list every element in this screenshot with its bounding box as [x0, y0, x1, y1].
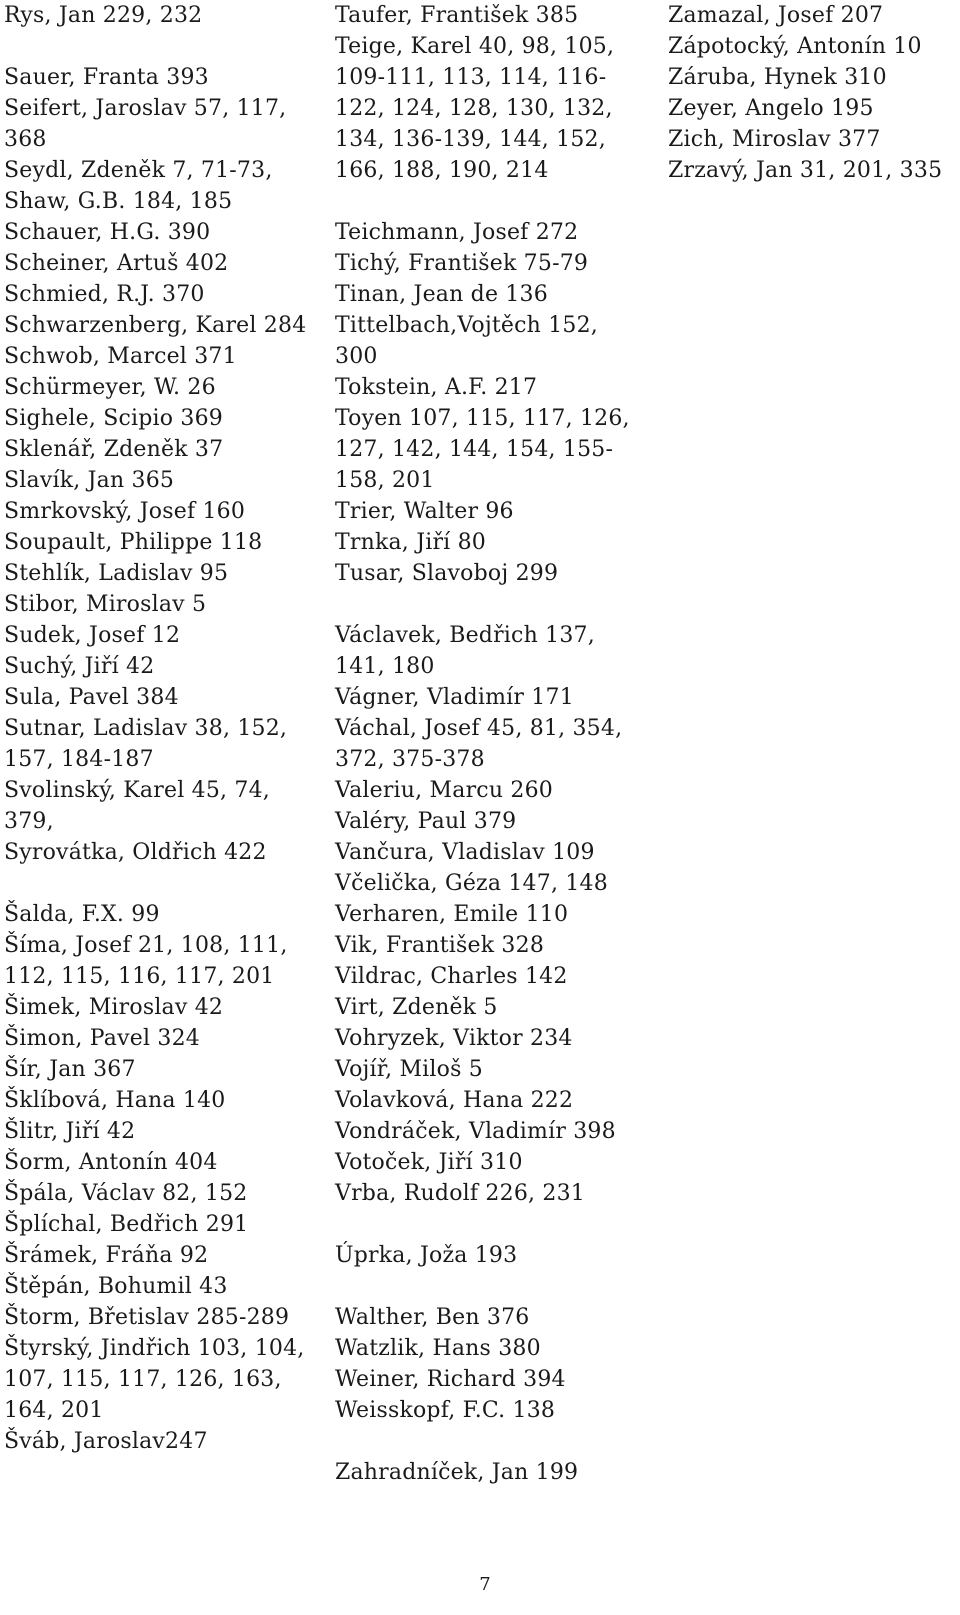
index-entry: Vohryzek, Viktor 234	[335, 1026, 573, 1051]
index-entry: Soupault, Philippe 118	[4, 530, 263, 555]
index-entry: Tittelbach,Vojtěch 152,	[335, 313, 598, 338]
index-entry: 372, 375-378	[335, 747, 485, 772]
index-column-1	[4, 0, 329, 1457]
index-entry: Virt, Zdeněk 5	[335, 995, 498, 1020]
index-entry: Zeyer, Angelo 195	[668, 96, 874, 121]
index-entry: Šír, Jan 367	[4, 1057, 136, 1082]
index-entry: 141, 180	[335, 654, 435, 679]
index-entry: Volavková, Hana 222	[335, 1088, 574, 1113]
index-entry: Zamazal, Josef 207	[668, 3, 884, 28]
index-entry: Teichmann, Josef 272	[335, 220, 579, 245]
index-entry: Štyrský, Jindřich 103, 104,	[4, 1336, 305, 1361]
index-entry: Sighele, Scipio 369	[4, 406, 223, 431]
index-entry: Štěpán, Bohumil 43	[4, 1274, 228, 1299]
index-gap	[4, 868, 329, 899]
index-entry: Smrkovský, Josef 160	[4, 499, 246, 524]
index-entry: Rys, Jan 229, 232	[4, 3, 203, 28]
index-entry: Watzlik, Hans 380	[335, 1336, 541, 1361]
index-entry: Schürmeyer, W. 26	[4, 375, 216, 400]
index-entry: Schmied, R.J. 370	[4, 282, 205, 307]
index-entry: Záruba, Hynek 310	[668, 65, 887, 90]
index-entry: Zahradníček, Jan 199	[335, 1460, 579, 1485]
index-entry: Zich, Miroslav 377	[668, 127, 881, 152]
index-entry: Tokstein, A.F. 217	[335, 375, 538, 400]
index-entry: Scheiner, Artuš 402	[4, 251, 229, 276]
index-entry: Šváb, Jaroslav247	[4, 1429, 208, 1454]
index-entry: Štorm, Břetislav 285-289	[4, 1305, 290, 1330]
index-entry: 157, 184-187	[4, 747, 154, 772]
index-column-2	[335, 0, 655, 1488]
index-entry: 164, 201	[4, 1398, 104, 1423]
index-entry: Seifert, Jaroslav 57, 117,	[4, 96, 287, 121]
index-entry: Sutnar, Ladislav 38, 152,	[4, 716, 288, 741]
index-entry: Šklíbová, Hana 140	[4, 1088, 226, 1113]
index-entry: Schwob, Marcel 371	[4, 344, 237, 369]
index-entry: Valéry, Paul 379	[335, 809, 517, 834]
index-entry: Vágner, Vladimír 171	[335, 685, 574, 710]
index-entry: Stehlík, Ladislav 95	[4, 561, 229, 586]
index-entry: Šalda, F.X. 99	[4, 902, 160, 927]
index-entry: Trnka, Jiří 80	[335, 530, 486, 555]
index-entry: Seydl, Zdeněk 7, 71-73,	[4, 158, 273, 183]
index-entry: 166, 188, 190, 214	[335, 158, 549, 183]
index-entry: Sauer, Franta 393	[4, 65, 209, 90]
index-gap	[335, 589, 655, 620]
index-entry: Sudek, Josef 12	[4, 623, 181, 648]
index-entry: Šíma, Josef 21, 108, 111,	[4, 933, 288, 958]
index-entry: 109-111, 113, 114, 116-	[335, 65, 607, 90]
index-entry: Weiner, Richard 394	[335, 1367, 566, 1392]
index-entry: Votoček, Jiří 310	[335, 1150, 523, 1175]
index-entry: Sklenář, Zdeněk 37	[4, 437, 224, 462]
index-entry: Vondráček, Vladimír 398	[335, 1119, 616, 1144]
index-entry: Valeriu, Marcu 260	[335, 778, 553, 803]
index-entry: Včelička, Géza 147, 148	[335, 871, 608, 896]
index-entry: Šplíchal, Bedřich 291	[4, 1212, 249, 1237]
index-entry: Verharen, Emile 110	[335, 902, 569, 927]
page-number: 7	[479, 1574, 491, 1595]
index-gap	[335, 1209, 655, 1240]
index-entry: Tichý, František 75-79	[335, 251, 589, 276]
index-entry: Václavek, Bedřich 137,	[335, 623, 595, 648]
index-entry: Vančura, Vladislav 109	[335, 840, 595, 865]
index-entry: 112, 115, 116, 117, 201	[4, 964, 275, 989]
index-entry: Sula, Pavel 384	[4, 685, 179, 710]
index-entry: Svolinský, Karel 45, 74,	[4, 778, 270, 803]
index-entry: Šimek, Miroslav 42	[4, 995, 224, 1020]
index-entry: Syrovátka, Oldřich 422	[4, 840, 267, 865]
index-entry: Šimon, Pavel 324	[4, 1026, 200, 1051]
index-entry: Tinan, Jean de 136	[335, 282, 548, 307]
index-entry: 134, 136-139, 144, 152,	[335, 127, 606, 152]
index-entry: Slavík, Jan 365	[4, 468, 175, 493]
index-entry: Teige, Karel 40, 98, 105,	[335, 34, 615, 59]
index-entry: Trier, Walter 96	[335, 499, 514, 524]
index-gap	[335, 1426, 655, 1457]
index-entry: Vildrac, Charles 142	[335, 964, 568, 989]
index-entry: Stibor, Miroslav 5	[4, 592, 207, 617]
index-entry: Špála, Václav 82, 152	[4, 1181, 248, 1206]
index-entry: Schwarzenberg, Karel 284	[4, 313, 307, 338]
index-entry: Toyen 107, 115, 117, 126,	[335, 406, 630, 431]
index-entry: Shaw, G.B. 184, 185	[4, 189, 233, 214]
index-entry: 368	[4, 127, 47, 152]
index-entry: 158, 201	[335, 468, 435, 493]
index-entry: Vojíř, Miloš 5	[335, 1057, 483, 1082]
index-entry: Walther, Ben 376	[335, 1305, 530, 1330]
index-entry: Schauer, H.G. 390	[4, 220, 211, 245]
index-entry: Zápotocký, Antonín 10	[668, 34, 922, 59]
index-gap	[335, 1271, 655, 1302]
index-entry: Šorm, Antonín 404	[4, 1150, 218, 1175]
index-entry: Zrzavý, Jan 31, 201, 335	[668, 158, 943, 183]
index-entry: Šlitr, Jiří 42	[4, 1119, 136, 1144]
index-entry: Úprka, Joža 193	[335, 1243, 518, 1268]
index-entry: Taufer, František 385	[335, 3, 579, 28]
index-entry: 127, 142, 144, 154, 155-	[335, 437, 614, 462]
index-entry: Vik, František 328	[335, 933, 545, 958]
index-entry: Váchal, Josef 45, 81, 354,	[335, 716, 623, 741]
index-entry: Šrámek, Fráňa 92	[4, 1243, 209, 1268]
index-entry: 379,	[4, 809, 54, 834]
index-entry: 107, 115, 117, 126, 163,	[4, 1367, 282, 1392]
index-gap	[335, 186, 655, 217]
index-gap	[4, 31, 329, 62]
index-entry: Vrba, Rudolf 226, 231	[335, 1181, 585, 1206]
index-column-3	[668, 0, 958, 186]
index-entry: 300	[335, 344, 378, 369]
index-entry: Suchý, Jiří 42	[4, 654, 155, 679]
index-entry: Weisskopf, F.C. 138	[335, 1398, 556, 1423]
index-entry: Tusar, Slavoboj 299	[335, 561, 559, 586]
index-entry: 122, 124, 128, 130, 132,	[335, 96, 613, 121]
